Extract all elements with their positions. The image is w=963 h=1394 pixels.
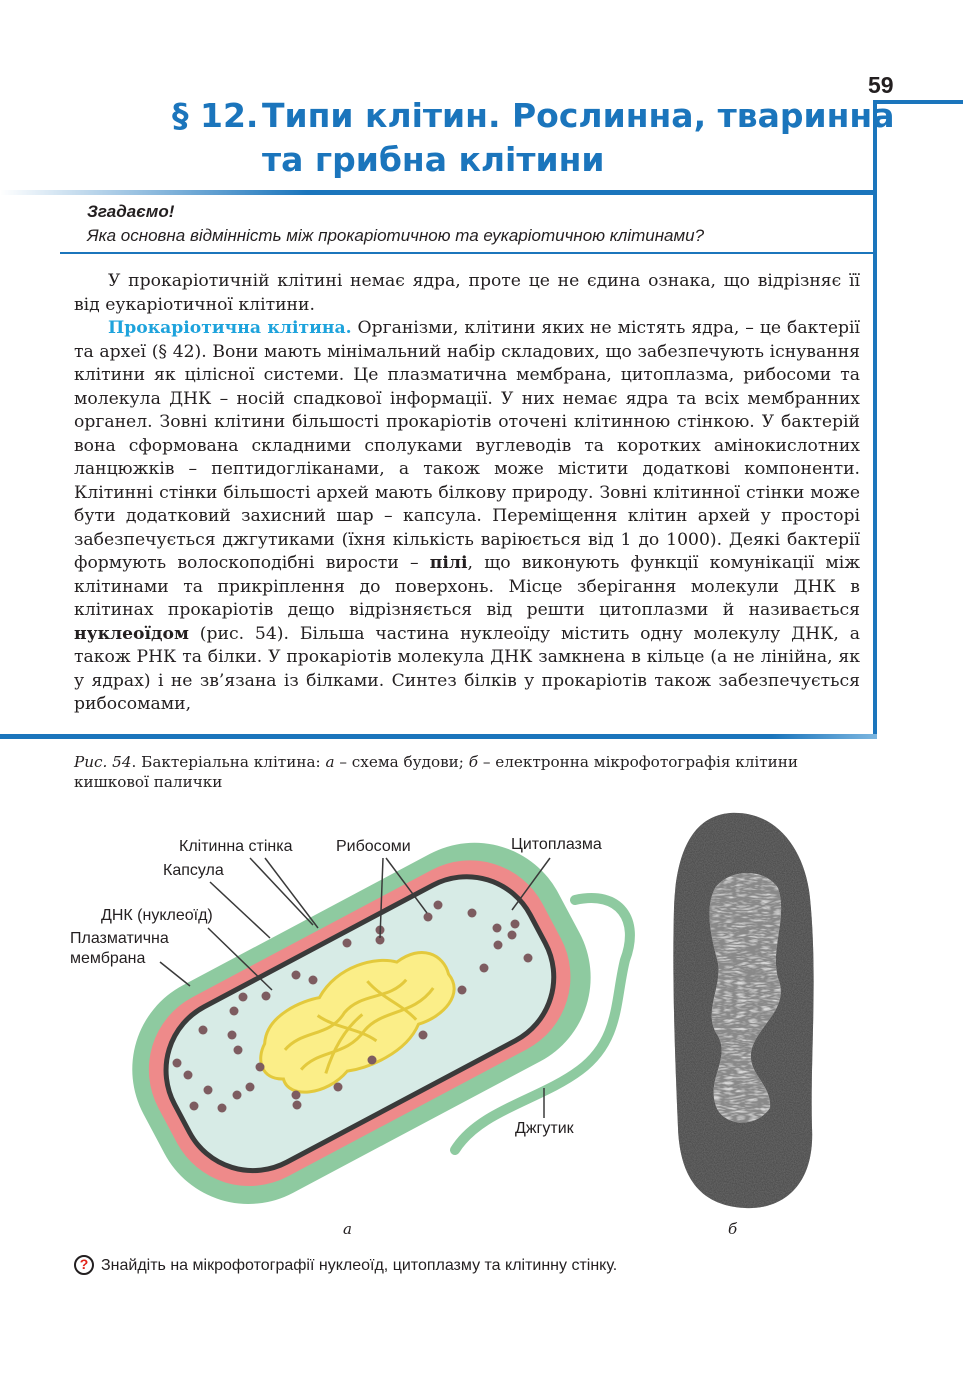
recall-underline bbox=[60, 252, 877, 254]
bacterial-cell-diagram bbox=[60, 810, 660, 1230]
ribosome bbox=[293, 1101, 302, 1110]
label-ribosomes: Рибосоми bbox=[336, 838, 411, 855]
paragraph-2 bbox=[74, 317, 860, 717]
label-dna: ДНК (нуклеоїд) bbox=[101, 907, 213, 924]
label-flagellum: Джгутик bbox=[515, 1120, 574, 1137]
paragraph-2-text-a: Організми, клітини яких не містять ядра, – це бактерії та археї (§ 42). Вони мають мінімальний набір складових, що забезпечують існування клітини як цілісної системи. Це плазматична мембрана, цитоплазма, рибосоми та молекула ДНК – носій спадкової інформації. У них немає ядра та всіх мембранних органел. Зовні клітини більшості прокаріотів оточені клітинною стінкою. У бактерій вона сформована складними сполуками вуглеводів та коротких амінокислотних ланцюжків – пептидоглiканами, а також може містити додаткові компоненти. Клітинні стінки більшості архей мають білкову природу. Зовні клітинної стінки може бути додатковий захисний шар – капсула. Переміщення клітин архей у просторі забезпечується джгутиками (їхня кількість варіюється від 1 до 1000). Деякі бактерії формують волоскоподібні вирости – bbox=[74, 318, 860, 573]
body-text bbox=[74, 270, 860, 717]
ribosome bbox=[233, 1091, 242, 1100]
recall-heading: Згадаємо! bbox=[87, 202, 175, 221]
term-nucleoid: нуклеоїдом bbox=[74, 623, 189, 644]
ribosome bbox=[246, 1083, 255, 1092]
ribosome bbox=[256, 1063, 265, 1072]
ribosome bbox=[292, 1091, 301, 1100]
caption-label: Рис. 54 bbox=[74, 753, 132, 771]
question-text: Знайдіть на мікрофотографії нуклеоїд, цитоплазму та клітинну стінку. bbox=[101, 1257, 618, 1274]
paragraph-2-text-c: (рис. 54). Більша частина нуклеоїду містить одну молекулу ДНК, а також РНК та білки. У прокаріотів молекула ДНК замкнена в кільце (а не лінійна, як у ядрах) і не зв’язана із білками. Синтез білків у прокаріотів також забезпечується рибосомами, bbox=[74, 623, 860, 714]
caption-letter-a: а bbox=[325, 753, 335, 771]
label-capsule: Капсула bbox=[163, 862, 224, 879]
ribosome bbox=[228, 1031, 237, 1040]
ribosome bbox=[493, 924, 502, 933]
ribosome bbox=[218, 1104, 227, 1113]
caption-text-a: . Бактеріальна клітина: bbox=[131, 753, 326, 771]
label-cell-wall: Клітинна стінка bbox=[179, 838, 293, 855]
term-prokaryotic-cell: Прокаріотична клітина. bbox=[108, 318, 352, 338]
paragraph-1: У прокаріотичній клітині немає ядра, проте це не єдина ознака, що відрізняє її від еукаріотичної клітини. bbox=[74, 271, 860, 315]
subfigure-label-a: а bbox=[343, 1220, 352, 1238]
ribosome bbox=[190, 1102, 199, 1111]
ribosome bbox=[292, 971, 301, 980]
term-pili: пілі bbox=[429, 553, 468, 573]
page-title: Типи клітин. Рослинна, тваринна bbox=[262, 96, 895, 135]
caption-text-c: – електронна мікрофотографія клітини кишкової палички bbox=[74, 753, 799, 791]
ribosome bbox=[334, 1083, 343, 1092]
ribosome bbox=[511, 920, 520, 929]
ribosome bbox=[424, 913, 433, 922]
figure-caption bbox=[74, 752, 860, 792]
label-cytoplasm: Цитоплазма bbox=[511, 836, 602, 853]
paragraph-2-text-b: , що виконують функції комунікації між клітинами та прикріплення до поверхонь. Місце зберігання молекули ДНК в клітинах прокаріотів дещо відрізняється від решти цитоплазми й називається bbox=[74, 553, 861, 620]
electron-micrograph bbox=[660, 808, 820, 1218]
ribosome bbox=[343, 939, 352, 948]
page-title-line-2: та грибна клітини bbox=[262, 140, 605, 179]
page-number: 59 bbox=[868, 72, 894, 98]
label-membrane-line-2: мембрана bbox=[70, 950, 146, 967]
right-vertical-rule bbox=[873, 100, 877, 736]
ribosome bbox=[368, 1056, 377, 1065]
ribosome bbox=[309, 976, 318, 985]
ribosome bbox=[419, 1031, 428, 1040]
ribosome bbox=[458, 986, 467, 995]
ribosome bbox=[480, 964, 489, 973]
label-membrane-line-1: Плазматична bbox=[70, 930, 169, 947]
ribosome bbox=[230, 1007, 239, 1016]
ribosome bbox=[234, 1046, 243, 1055]
ribosome bbox=[239, 993, 248, 1002]
ribosome bbox=[199, 1026, 208, 1035]
caption-text-b: – схема будови; bbox=[334, 753, 469, 771]
paragraph-number: § 12. bbox=[172, 96, 259, 135]
ribosome bbox=[184, 1071, 193, 1080]
ribosome bbox=[524, 954, 533, 963]
caption-letter-b: б bbox=[468, 753, 478, 771]
ribosome bbox=[468, 909, 477, 918]
ribosome bbox=[173, 1059, 182, 1068]
ribosome bbox=[508, 931, 517, 940]
header-gradient-rule bbox=[0, 190, 877, 195]
ribosome bbox=[434, 901, 443, 910]
question-mark: ? bbox=[79, 1256, 89, 1272]
ribosome bbox=[494, 941, 503, 950]
subfigure-label-b: б bbox=[728, 1220, 738, 1238]
recall-question: Яка основна відмінність між прокаріотичною та еукаріотичною клітинами? bbox=[87, 226, 705, 245]
ribosome bbox=[262, 992, 271, 1001]
text-bottom-rule bbox=[0, 734, 877, 739]
ribosome bbox=[204, 1086, 213, 1095]
question-icon bbox=[74, 1255, 94, 1275]
